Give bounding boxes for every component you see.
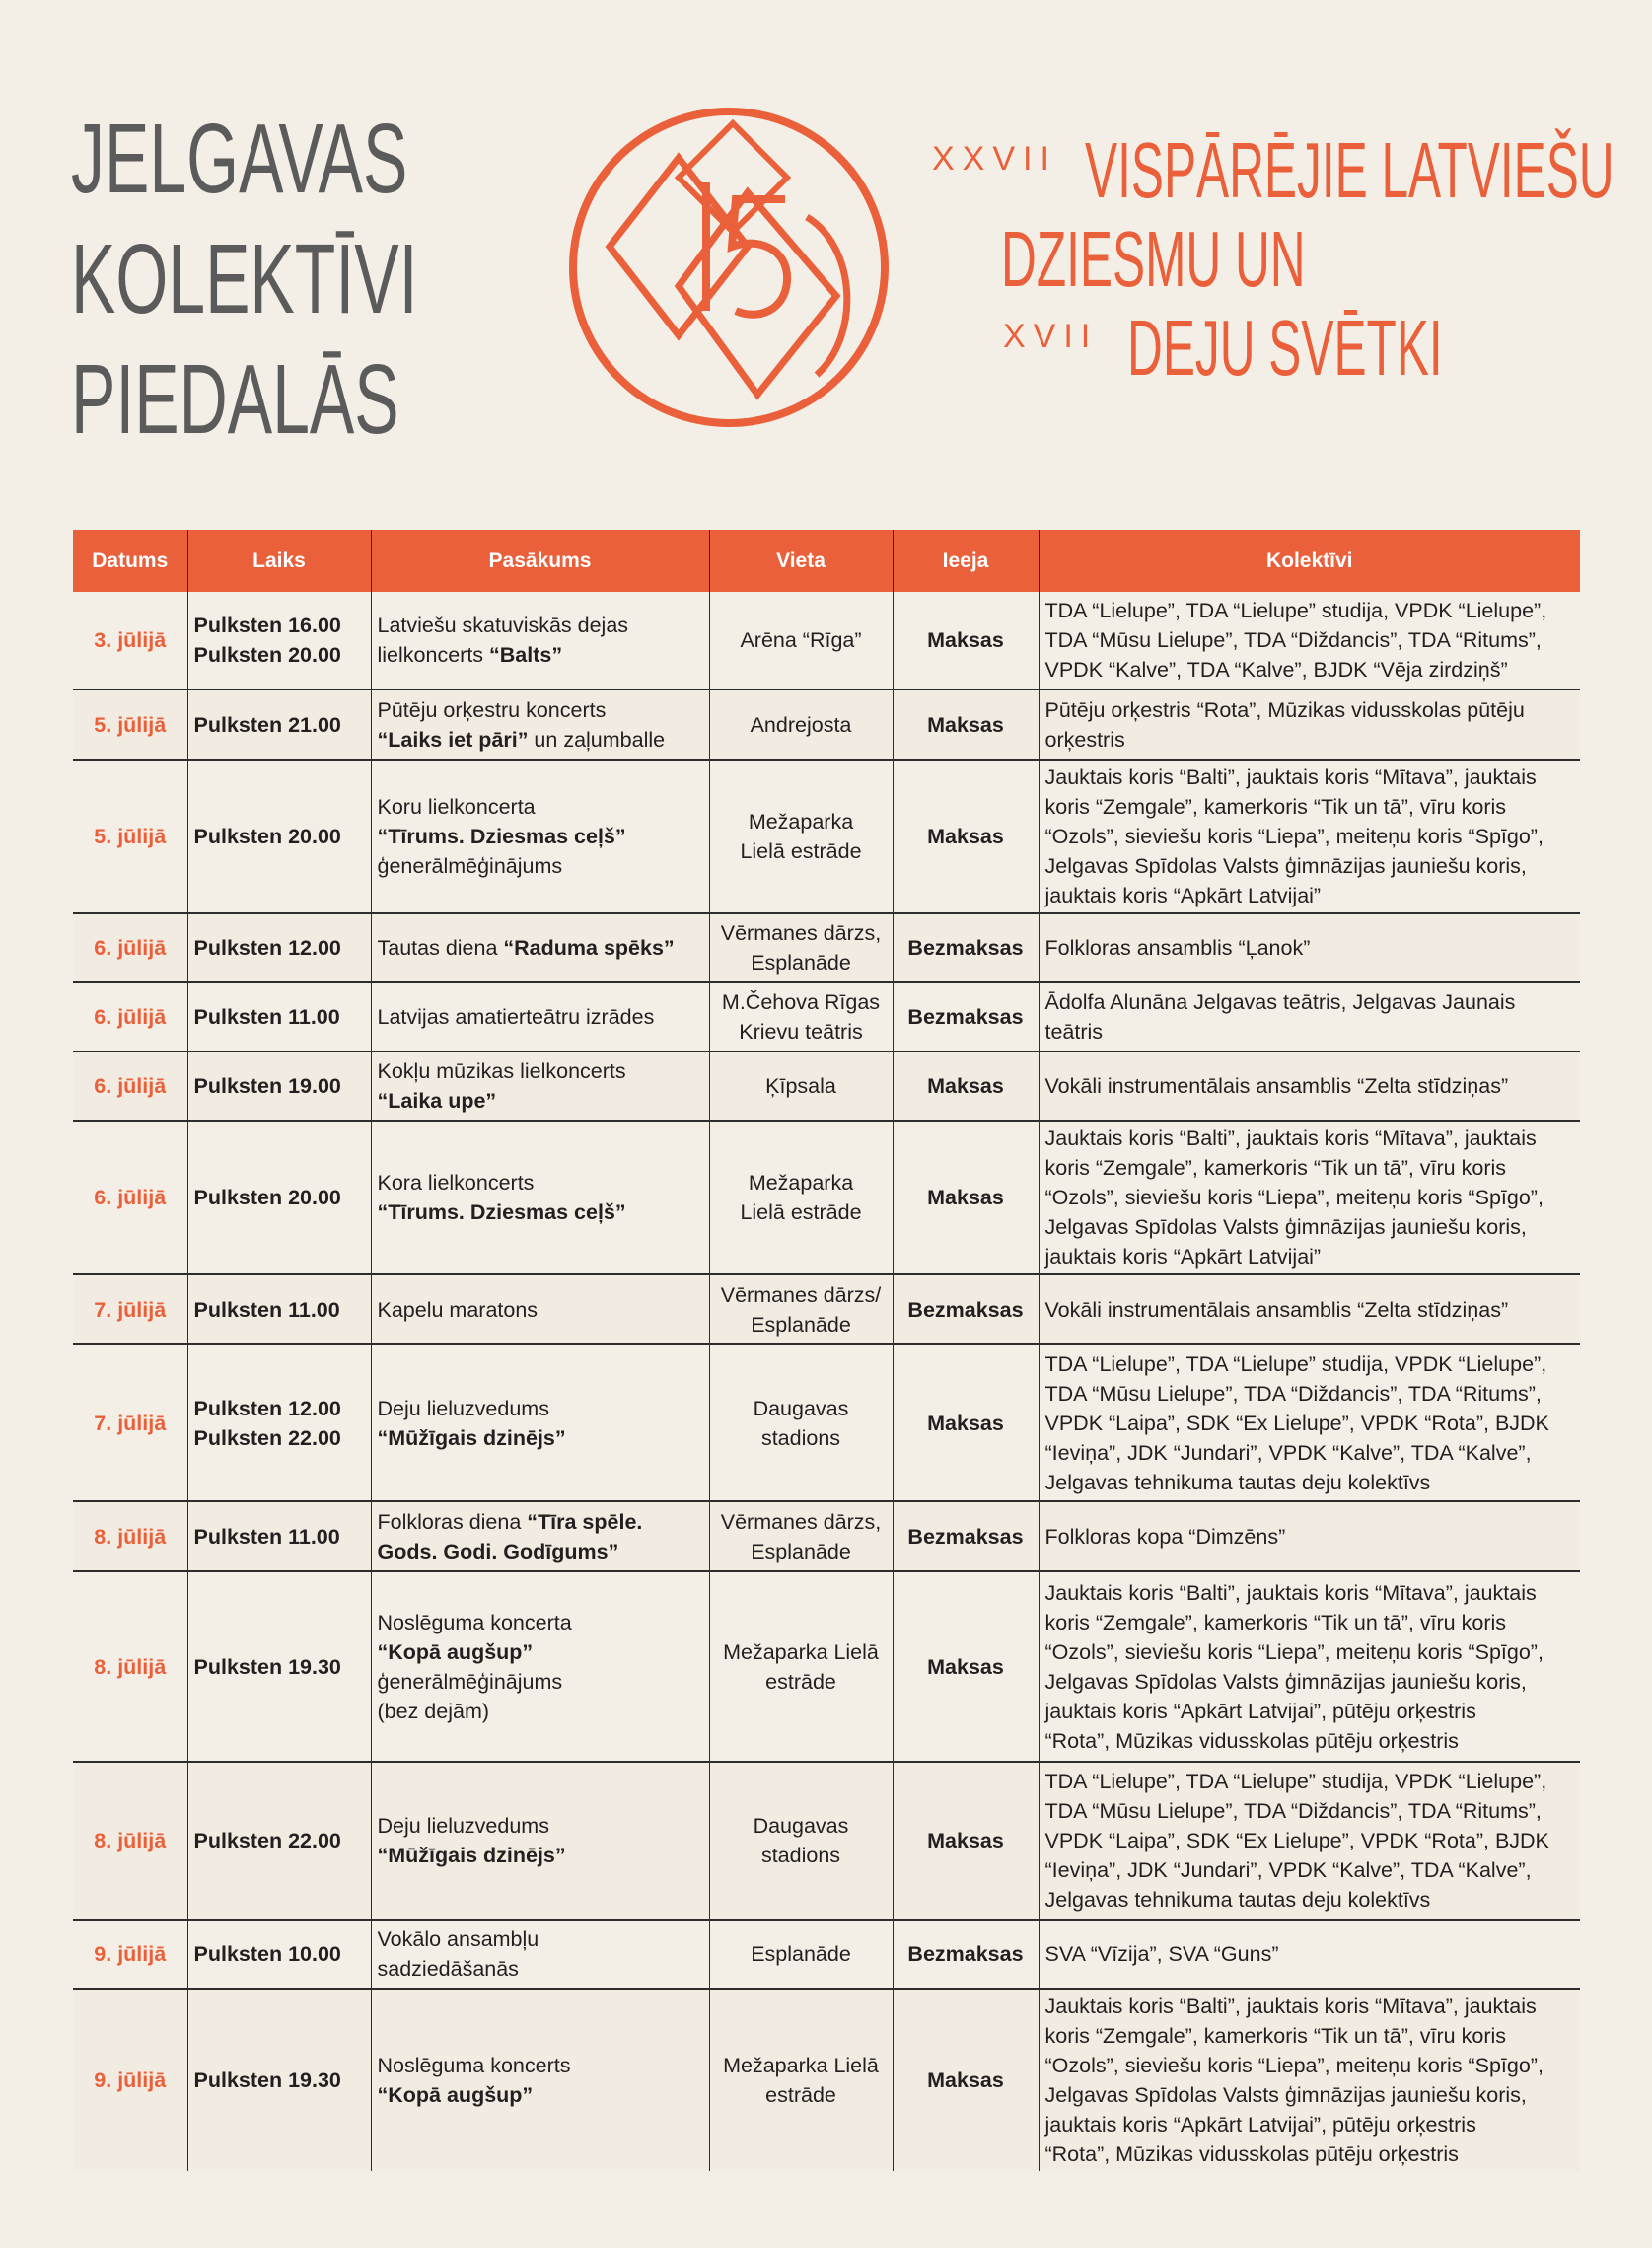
cell-time: Pulksten 20.00: [187, 1121, 371, 1274]
title-line-1: JELGAVAS: [71, 104, 408, 214]
col-header-time: Laiks: [187, 530, 371, 592]
cell-venue: Esplanāde: [709, 1920, 893, 1989]
cell-entry: Maksas: [893, 1762, 1039, 1920]
cell-venue: Vērmanes dārzs/ Esplanāde: [709, 1274, 893, 1344]
cell-event: [371, 689, 709, 760]
col-header-entry: Ieeja: [893, 530, 1039, 592]
table-row: [73, 1989, 1580, 2171]
cell-event: [371, 1989, 709, 2171]
cell-groups: SVA “Vīzija”, SVA “Guns”: [1039, 1920, 1580, 1989]
cell-entry: Maksas: [893, 1571, 1039, 1762]
cell-groups: TDA “Lielupe”, TDA “Lielupe” studija, VPDK “Lielupe”, TDA “Mūsu Lielupe”, TDA “Diždancis”, TDA “Ritums”, VPDK “Kalve”, TDA “Kalve”, BJDK “Vēja zirdziņš”: [1044, 599, 1547, 682]
event-text: Folkloras diena: [377, 1509, 528, 1534]
event-title: “Tīrums. Dziesmas ceļš”: [377, 1200, 626, 1224]
cell-date: 8. jūlijā: [73, 1762, 187, 1920]
cell-time: Pulksten 19.00: [187, 1051, 371, 1121]
cell-event: [371, 1501, 709, 1571]
cell-groups: Folkloras kopa “Dimzēns”: [1039, 1501, 1580, 1571]
table-row: [73, 1274, 1580, 1344]
cell-event: [371, 913, 709, 982]
cell-date: 8. jūlijā: [73, 1571, 187, 1762]
table-body: [73, 592, 1580, 2171]
cell-entry: Maksas: [893, 760, 1039, 913]
title-line-3: PIEDALĀS: [71, 344, 399, 455]
cell-venue: Mežaparka Lielā estrāde: [709, 1121, 893, 1274]
event-text: Pūtēju orķestru koncerts: [377, 697, 607, 722]
col-header-venue: Vieta: [709, 530, 893, 592]
cell-event: [371, 760, 709, 913]
event-text: Latviešu skatuviskās dejas lielkoncerts: [377, 614, 629, 667]
cell-groups: Ādolfa Alunāna Jelgavas teātris, Jelgavas Jaunais teātris: [1039, 982, 1580, 1051]
cell-date: 7. jūlijā: [73, 1344, 187, 1501]
festival-line-2: DZIESMU UN: [1001, 215, 1306, 303]
cell-groups: Jauktais koris “Balti”, jauktais koris “Mītava”, jauktais koris “Zemgale”, kamerkoris “Tik un tā”, vīru koris “Ozols”, sieviešu koris “Liepa”, meiteņu koris “Spīgo”, Jelgavas Spīdolas Valsts ģimnāzijas jauniešu koris, jauktais koris “Apkārt Latvijai”, pūtēju orķestris “Rota”, Mūzikas vidusskolas pūtēju orķestris: [1039, 1571, 1580, 1762]
event-text: Koru lielkoncerta: [377, 795, 536, 819]
event-title: “Laiks iet pāri”: [377, 727, 529, 752]
cell-event: [371, 1121, 709, 1274]
cell-venue: M.Čehova Rīgas Krievu teātris: [709, 982, 893, 1051]
cell-entry: Maksas: [893, 592, 1039, 689]
event-text-suffix: un zaļumballe: [528, 727, 666, 752]
cell-groups: Vokāli instrumentālais ansamblis “Zelta stīdziņas”: [1039, 1051, 1580, 1121]
cell-venue: Daugavas stadions: [709, 1344, 893, 1501]
event-text: Kokļu mūzikas lielkoncerts: [377, 1059, 626, 1083]
event-text: Vokālo ansambļu sadziedāšanās: [377, 1927, 539, 1981]
cell-entry: Bezmaksas: [893, 913, 1039, 982]
table-row: [73, 1571, 1580, 1762]
table-row: [73, 982, 1580, 1051]
table-row: [73, 1121, 1580, 1274]
col-header-groups: Kolektīvi: [1039, 530, 1580, 592]
table-row: [73, 1344, 1580, 1501]
page-title: [71, 99, 581, 460]
cell-date: 9. jūlijā: [73, 1920, 187, 1989]
cell-date: 9. jūlijā: [73, 1989, 187, 2171]
cell-groups: Jauktais koris “Balti”, jauktais koris “Mītava”, jauktais koris “Zemgale”, kamerkoris “Tik un tā”, vīru koris “Ozols”, sieviešu koris “Liepa”, meiteņu koris “Spīgo”, Jelgavas Spīdolas Valsts ģimnāzijas jauniešu koris, jauktais koris “Apkārt Latvijai”: [1039, 1121, 1580, 1274]
event-title: “Laika upe”: [377, 1089, 497, 1113]
event-title: “Balts”: [489, 643, 563, 667]
cell-entry: Bezmaksas: [893, 982, 1039, 1051]
event-text-suffix: ģenerālmēģinājums: [377, 854, 563, 878]
cell-time: Pulksten 11.00: [187, 1274, 371, 1344]
cell-event: [371, 1571, 709, 1762]
cell-venue: Vērmanes dārzs, Esplanāde: [709, 1501, 893, 1571]
event-text: Kora lielkoncerts: [377, 1171, 535, 1195]
cell-date: 6. jūlijā: [73, 1051, 187, 1121]
cell-date: 6. jūlijā: [73, 1121, 187, 1274]
table-row: [73, 913, 1580, 982]
cell-event: [371, 982, 709, 1051]
col-header-date: Datums: [73, 530, 187, 592]
cell-entry: Bezmaksas: [893, 1274, 1039, 1344]
cell-time: Pulksten 12.00 Pulksten 22.00: [187, 1344, 371, 1501]
cell-entry: Maksas: [893, 1989, 1039, 2171]
festival-roman-xvii: XVII: [1003, 318, 1099, 355]
event-title: “Tīra spēle. Gods. Godi. Godīgums”: [377, 1509, 643, 1563]
festival-line-1: VISPĀRĒJIE LATVIEŠU: [1085, 126, 1615, 214]
cell-event: [371, 1762, 709, 1920]
cell-venue: Mežaparka Lielā estrāde: [709, 1989, 893, 2171]
event-text: Deju lieluzvedums: [377, 1396, 549, 1420]
schedule-table: [73, 530, 1580, 2171]
cell-entry: Maksas: [893, 1051, 1039, 1121]
event-text-suffix: ģenerālmēģinājums (bez dejām): [377, 1669, 563, 1723]
event-text: Kapelu maratons: [377, 1297, 539, 1322]
event-title: “Tīrums. Dziesmas ceļš”: [377, 825, 626, 848]
cell-venue: Mežaparka Lielā estrāde: [709, 1571, 893, 1762]
festival-line-3: DEJU SVĒTKI: [1127, 304, 1443, 392]
cell-time: Pulksten 20.00: [187, 760, 371, 913]
event-text: Deju lieluzvedums: [377, 1814, 549, 1838]
cell-entry: Maksas: [893, 1121, 1039, 1274]
event-title: “Kopā augšup”: [377, 1639, 534, 1664]
table-row: [73, 760, 1580, 913]
cell-event: [371, 1344, 709, 1501]
cell-groups: Folkloras ansamblis “Ļanok”: [1039, 913, 1580, 982]
event-text: Noslēguma koncerta: [377, 1610, 572, 1634]
table-row: [73, 1501, 1580, 1571]
festival-150-logo: [560, 99, 898, 436]
table-row: [73, 592, 1580, 689]
cell-groups: TDA “Lielupe”, TDA “Lielupe” studija, VPDK “Lielupe”, TDA “Mūsu Lielupe”, TDA “Diždancis”, TDA “Ritums”, VPDK “Laipa”, SDK “Ex Lielupe”, VPDK “Rota”, BJDK “Ieviņa”, JDK “Jundari”, VPDK “Kalve”, TDA “Kalve”, Jelgavas tehnikuma tautas deju kolektīvs: [1039, 1344, 1580, 1501]
cell-time: Pulksten 19.30: [187, 1571, 371, 1762]
cell-date: 7. jūlijā: [73, 1274, 187, 1344]
cell-event: [371, 1920, 709, 1989]
event-text: Noslēguma koncerts: [377, 2054, 571, 2077]
cell-event: [371, 1274, 709, 1344]
table-row: [73, 1920, 1580, 1989]
event-title: “Raduma spēks”: [503, 936, 675, 960]
cell-time: Pulksten 21.00: [187, 689, 371, 760]
cell-time: Pulksten 16.00 Pulksten 20.00: [187, 592, 371, 689]
table-row: [73, 1051, 1580, 1121]
cell-date: 6. jūlijā: [73, 913, 187, 982]
event-title: “Mūžīgais dzinējs”: [377, 1425, 566, 1450]
table-header-row: [73, 530, 1580, 592]
cell-groups: Pūtēju orķestris “Rota”, Mūzikas vidusskolas pūtēju orķestris: [1039, 689, 1580, 760]
event-title: “Kopā augšup”: [377, 2083, 534, 2107]
cell-date: 5. jūlijā: [73, 689, 187, 760]
cell-venue: Daugavas stadions: [709, 1762, 893, 1920]
cell-groups: TDA “Lielupe”, TDA “Lielupe” studija, VPDK “Lielupe”, TDA “Mūsu Lielupe”, TDA “Diždancis”, TDA “Ritums”, VPDK “Laipa”, SDK “Ex Lielupe”, VPDK “Rota”, BJDK “Ieviņa”, JDK “Jundari”, VPDK “Kalve”, TDA “Kalve”, Jelgavas tehnikuma tautas deju kolektīvs: [1039, 1762, 1580, 1920]
event-text: Latvijas amatierteātru izrādes: [377, 1005, 655, 1029]
cell-date: 6. jūlijā: [73, 982, 187, 1051]
table-row: [73, 689, 1580, 760]
cell-event: [371, 592, 709, 689]
cell-entry: Maksas: [893, 689, 1039, 760]
cell-time: Pulksten 22.00: [187, 1762, 371, 1920]
cell-date: 8. jūlijā: [73, 1501, 187, 1571]
cell-time: Pulksten 11.00: [187, 982, 371, 1051]
cell-time: Pulksten 10.00: [187, 1920, 371, 1989]
cell-time: Pulksten 11.00: [187, 1501, 371, 1571]
cell-event: [371, 1051, 709, 1121]
event-title: “Mūžīgais dzinējs”: [377, 1844, 566, 1867]
cell-groups: Jauktais koris “Balti”, jauktais koris “Mītava”, jauktais koris “Zemgale”, kamerkoris “Tik un tā”, vīru koris “Ozols”, sieviešu koris “Liepa”, meiteņu koris “Spīgo”, Jelgavas Spīdolas Valsts ģimnāzijas jauniešu koris, jauktais koris “Apkārt Latvijai”, pūtēju orķestris “Rota”, Mūzikas vidusskolas pūtēju orķestris: [1039, 1989, 1580, 2171]
col-header-event: Pasākums: [371, 530, 709, 592]
cell-entry: Bezmaksas: [893, 1501, 1039, 1571]
festival-roman-xxvii: XXVII: [932, 140, 1057, 178]
cell-venue: Andrejosta: [709, 689, 893, 760]
cell-venue: Arēna “Rīga”: [709, 592, 893, 689]
table-row: [73, 1762, 1580, 1920]
cell-time: Pulksten 19.30: [187, 1989, 371, 2171]
cell-date: 3. jūlijā: [73, 592, 187, 689]
cell-time: Pulksten 12.00: [187, 913, 371, 982]
event-text: Tautas diena: [377, 936, 504, 960]
title-line-2: KOLEKTĪVI: [71, 224, 418, 334]
cell-venue: Ķīpsala: [709, 1051, 893, 1121]
cell-venue: Vērmanes dārzs, Esplanāde: [709, 913, 893, 982]
cell-venue: Mežaparka Lielā estrāde: [709, 760, 893, 913]
cell-groups: Jauktais koris “Balti”, jauktais koris “Mītava”, jauktais koris “Zemgale”, kamerkoris “Tik un tā”, vīru koris “Ozols”, sieviešu koris “Liepa”, meiteņu koris “Spīgo”, Jelgavas Spīdolas Valsts ģimnāzijas jauniešu koris, jauktais koris “Apkārt Latvijai”: [1039, 760, 1580, 913]
cell-date: 5. jūlijā: [73, 760, 187, 913]
cell-entry: Bezmaksas: [893, 1920, 1039, 1989]
cell-groups: Vokāli instrumentālais ansamblis “Zelta stīdziņas”: [1039, 1274, 1580, 1344]
cell-entry: Maksas: [893, 1344, 1039, 1501]
